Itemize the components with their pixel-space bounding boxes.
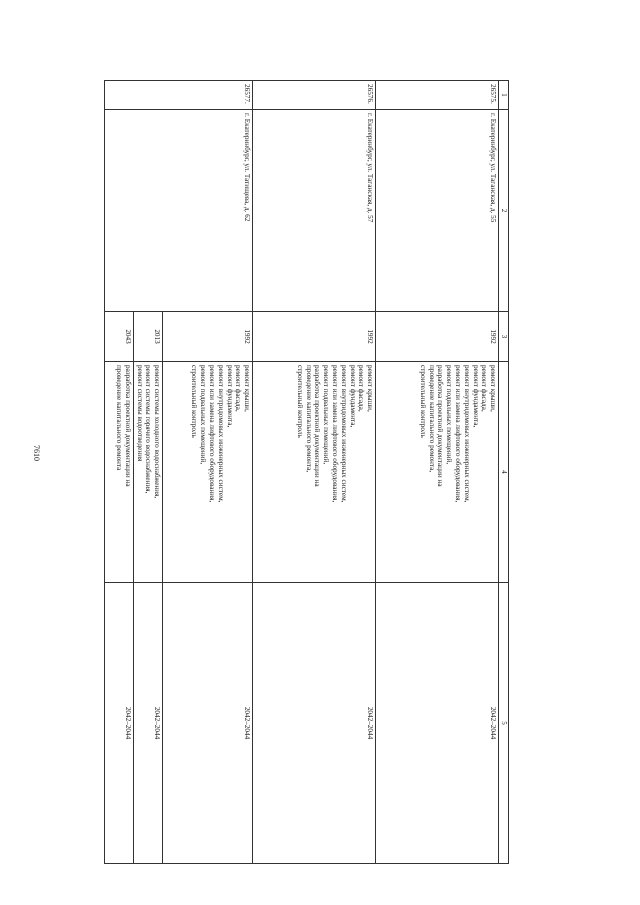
header-col-5: 5 bbox=[499, 583, 509, 864]
work-item: разработка проектной документации на bbox=[436, 365, 445, 487]
work-item: ремонт фундамента, bbox=[471, 365, 480, 428]
work-item: ремонт или замена лифтового оборудования, bbox=[454, 365, 463, 503]
row-address: г. Екатеринбург, ул. Татищева, д. 62 bbox=[104, 110, 252, 312]
work-item: проведение капитального ремонта, bbox=[427, 365, 436, 473]
row-number: 26576. bbox=[253, 81, 376, 110]
work-item: ремонт системы водоотведения bbox=[135, 365, 144, 462]
work-item: разработка проектной документации на bbox=[123, 365, 132, 487]
table-row bbox=[376, 81, 499, 864]
row-works bbox=[376, 362, 499, 583]
row-year: 2013 bbox=[133, 312, 162, 362]
work-item: ремонт внутридомовых инженерных систем, bbox=[462, 365, 471, 503]
work-item: ремонт подвальных помещений, bbox=[322, 365, 331, 465]
table-header-row bbox=[499, 81, 509, 864]
row-number: 26575. bbox=[376, 81, 499, 110]
header-col-3: 3 bbox=[499, 312, 509, 362]
row-works bbox=[163, 362, 253, 583]
work-item: ремонт или замена лифтового оборудования, bbox=[331, 365, 340, 503]
header-col-1: 1 bbox=[499, 81, 509, 110]
work-item: ремонт подвальных помещений, bbox=[445, 365, 454, 465]
work-item: ремонт системы горячего водоснабжения, bbox=[144, 365, 153, 494]
work-item: строительный контроль bbox=[418, 365, 427, 438]
row-number: 26577. bbox=[104, 81, 252, 110]
work-item: строительный контроль bbox=[295, 365, 304, 438]
row-year: 1992 bbox=[163, 312, 253, 362]
row-period: 2042–2044 bbox=[253, 583, 376, 864]
work-item: ремонт или замена лифтового оборудования, bbox=[208, 365, 217, 503]
table-row bbox=[163, 81, 253, 864]
work-item: ремонт внутридомовых инженерных систем, bbox=[216, 365, 225, 503]
row-year: 1992 bbox=[376, 312, 499, 362]
work-item: проведение капитального ремонта, bbox=[304, 365, 313, 473]
work-item: ремонт фасада, bbox=[357, 365, 366, 412]
row-address: г. Екатеринбург, ул. Таганская, д. 57 bbox=[253, 110, 376, 312]
row-period: 2042–2044 bbox=[376, 583, 499, 864]
work-item: ремонт системы холодного водоснабжения, bbox=[153, 365, 162, 499]
work-item: ремонт фасада, bbox=[480, 365, 489, 412]
work-item: разработка проектной документации на bbox=[313, 365, 322, 487]
row-works bbox=[104, 362, 133, 583]
row-period: 2042–2044 bbox=[104, 583, 133, 864]
work-item: ремонт фундамента, bbox=[348, 365, 357, 428]
row-year: 1992 bbox=[253, 312, 376, 362]
work-item: строительный контроль bbox=[190, 365, 199, 438]
work-item: ремонт крыши, bbox=[243, 365, 252, 412]
row-year: 2043 bbox=[104, 312, 133, 362]
header-col-4: 4 bbox=[499, 362, 509, 583]
work-item: ремонт крыши, bbox=[489, 365, 498, 412]
work-item: ремонт фундамента, bbox=[225, 365, 234, 428]
work-item: ремонт внутридомовых инженерных систем, bbox=[339, 365, 348, 503]
work-item: проведение капитального ремонта bbox=[115, 365, 124, 471]
header-col-2: 2 bbox=[499, 110, 509, 312]
row-period: 2042–2044 bbox=[163, 583, 253, 864]
row-period: 2042–2044 bbox=[133, 583, 162, 864]
row-address: г. Екатеринбург, ул. Таганская, д. 55 bbox=[376, 110, 499, 312]
work-item: ремонт фасада, bbox=[234, 365, 243, 412]
capital-repair-table bbox=[104, 80, 509, 864]
row-works bbox=[253, 362, 376, 583]
row-works bbox=[133, 362, 162, 583]
work-item: ремонт крыши, bbox=[366, 365, 375, 412]
table-row bbox=[253, 81, 376, 864]
work-item: ремонт подвальных помещений, bbox=[199, 365, 208, 465]
page-number: 7610 bbox=[32, 445, 41, 461]
rotated-table-container bbox=[84, 80, 509, 838]
